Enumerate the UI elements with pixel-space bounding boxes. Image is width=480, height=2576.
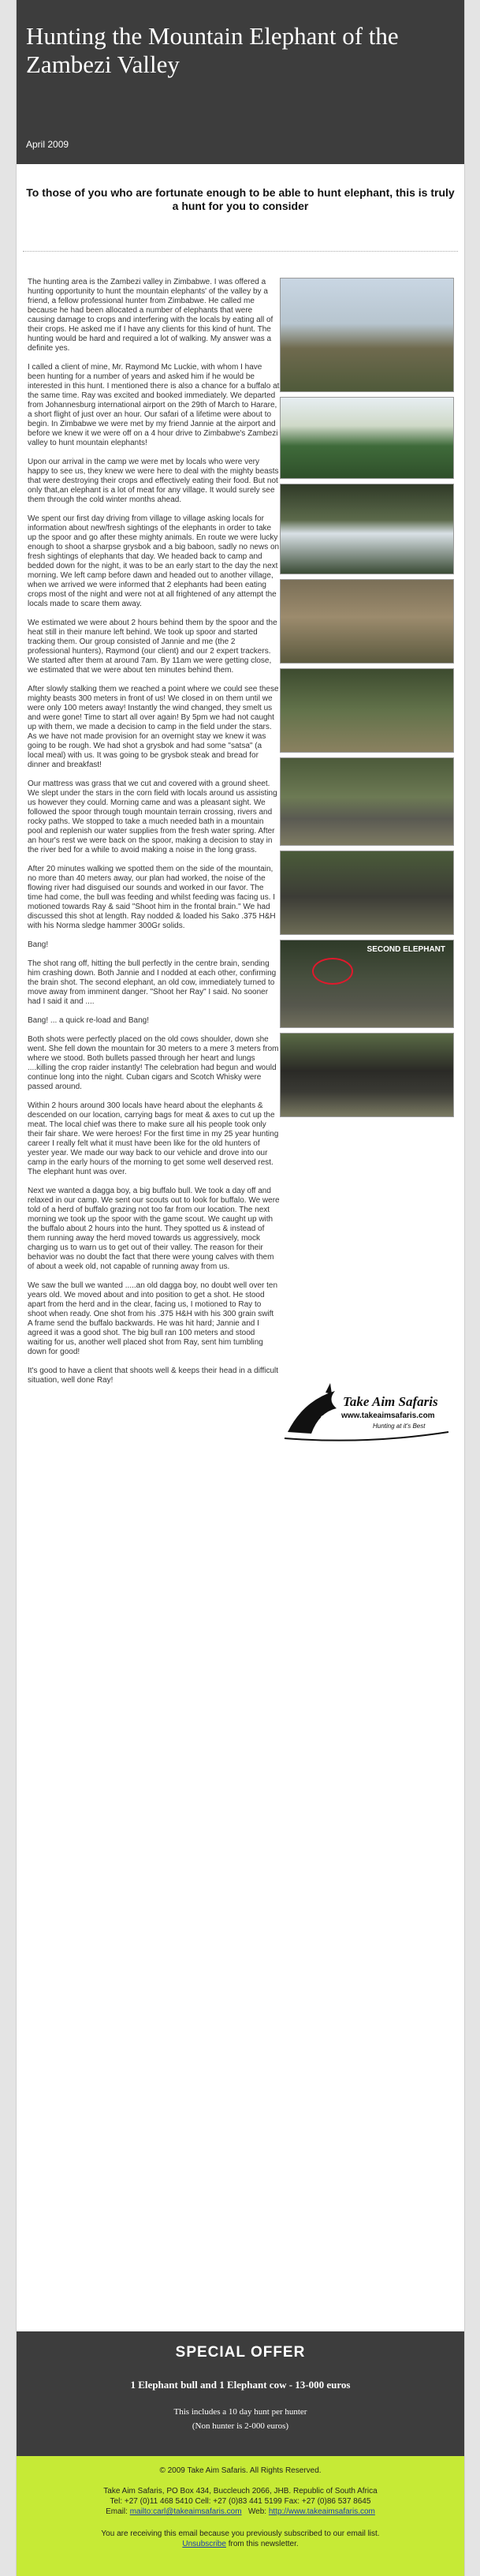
- article-paragraph: Bang!: [28, 940, 49, 949]
- newsletter-title: Hunting the Mountain Elephant of the Zambezi Valley: [26, 22, 399, 78]
- website-link[interactable]: http://www.takeaimsafaris.com: [268, 2507, 375, 2516]
- take-aim-safaris-logo: [280, 1377, 454, 1449]
- special-offer-banner: [17, 2331, 464, 2456]
- photo-elephant-bull: [280, 851, 454, 935]
- offer-line-2: (Non hunter is 2-000 euros): [192, 2421, 289, 2431]
- article-paragraph: The hunting area is the Zambezi valley in Zimbabwe. I was offered a hunting opportunity to hunt the mountain elephants' of the valley by a friend, a fellow professional hunter from Zimbabwe. He called me because he had been allocated a number of elephants that were causing damage to crops and interfering with the locals by eating all of their crops. He asked me if I have any clients for this kind of hunt. The hunting would be hard and required a lot of walking. My answer was a definite yes.: [28, 278, 273, 353]
- photo-second-elephant: [280, 940, 454, 1028]
- article-paragraph: Within 2 hours around 300 locals have heard about the elephants & descended on our location, carrying bags for meat & axes to cut up the meat. The local chief was there to make sure all his people took only their fair share. We were heroes! For the first time in my 25 year hunting career I really felt what it must have been like for the old hunters of yester year. We made our way back to our vehicle and drove into our camp in the early hours of the morning to get some well deserved rest. The elephant hunt was over.: [28, 1101, 279, 1176]
- copyright: © 2009 Take Aim Safaris. All Rights Reserved.: [159, 2466, 322, 2475]
- article-body: [28, 278, 280, 1395]
- second-elephant-label: SECOND ELEPHANT: [367, 945, 445, 954]
- article-paragraph: Next we wanted a dagga boy, a big buffalo bull. We took a day off and relaxed in our camp. We sent our scouts out to look for buffalo. We were told of a herd of buffalo grazing not too far from our location. The next morning we took up the spoor with the game scout. We caught up with the buffalo about 2 hours into the hunt. They spotted us & instead of them running away the herd moved towards us aggressively, mock charging us to warn us to get out of their valley. The reason for their behavior was no doubt the fact that there were young calves with them of about a week old, not capable of running away from us.: [28, 1187, 280, 1271]
- unsubscribe-line: [17, 2539, 464, 2549]
- article-paragraph: Bang! ... a quick re-load and Bang!: [28, 1016, 149, 1025]
- phone-numbers: Tel: +27 (0)11 468 5410 Cell: +27 (0)83 441 5199 Fax: +27 (0)86 537 8645: [110, 2497, 371, 2506]
- unsubscribe-link[interactable]: Unsubscribe: [182, 2540, 226, 2548]
- highlight-circle: [312, 958, 353, 985]
- logo-brand: Take Aim Safaris: [343, 1394, 438, 1409]
- article-paragraph: Upon our arrival in the camp we were met by locals who were very happy to see us, they knew we were here to deal with the mighty beasts that were destroying their crops and effectively eating their food. But not only that,an elephant is a lot of meat for any village. It would surely see them through the cold winter months ahead.: [28, 458, 279, 504]
- contact-links: [17, 2507, 464, 2517]
- article-paragraph: We saw the bull we wanted .....an old dagga boy, no doubt well over ten years old. We moved about and into position to get a shot. He stood apart from the herd and in the clear, facing us, I motioned to Ray to shoot when ready. One shot from his .375 H&H with his 300 grain swift A frame send the buffalo backwards. He was hit hard; Jannie and I agreed it was a good shot. The big bull ran 100 meters and stood waiting for us, another well placed shot from Ray, sent him tumbling down for good!: [28, 1281, 278, 1356]
- email-label: Email:: [106, 2507, 128, 2516]
- divider: [23, 251, 458, 252]
- photo-village-field: [280, 278, 454, 392]
- offer-main: 1 Elephant bull and 1 Elephant cow - 13-000 euros: [130, 2379, 351, 2391]
- article-paragraph: The shot rang off, hitting the bull perfectly in the centre brain, sending him crashing down. Both Jannie and I nodded at each other, confirming the brain shot. The second elephant, an old cow, immediately turned to move away from imminent danger. "Shoot her Ray" I said. No sooner had I said it and ....: [28, 959, 277, 1006]
- photo-waterfall: [280, 484, 454, 574]
- article-paragraph: We estimated we were about 2 hours behind them by the spoor and the heat still in their manure left behind. We took up spoor and started tracking them. Our group consisted of Jannie and me (the 2 professional hunters), Raymond (our client) and our 2 expert trackers. We started after them at around 7am. By 11am we were getting close, we estimated that we were about ten minutes behind them.: [28, 619, 277, 675]
- footer: [17, 2456, 464, 2576]
- article-paragraph: It's good to have a client that shoots well & keeps their head in a difficult situation, well done Ray!: [28, 1367, 279, 1385]
- offer-line-1: This includes a 10 day hunt per hunter: [173, 2407, 307, 2417]
- logo-tagline: Hunting at it's Best: [373, 1423, 426, 1430]
- article-paragraph: Our mattress was grass that we cut and covered with a ground sheet. We slept under the stars in the corn field with locals around us assisting us however they could. Morning came and was a pleasant sight. We followed the spoor through tough mountain terrain crossing, rivers and rocky paths. We stopped to take a much needed bath in a mountain pool and replenish our water supplies from the fresh water spring. After an hour's rest we were back on the spoor, making a decision to stay in the river bed for a while to avoid making a noise in the long grass.: [28, 780, 277, 854]
- subscription-notice: You are receiving this email because you previously subscribed to our email list.: [101, 2529, 380, 2538]
- offer-title: SPECIAL OFFER: [175, 2344, 306, 2361]
- email-link[interactable]: mailto:carl@takeaimsafaris.com: [129, 2507, 242, 2516]
- unsubscribe-text: from this newsletter.: [225, 2540, 299, 2548]
- article-paragraph: I called a client of mine, Mr. Raymond Mc Luckie, with whom I have been hunting for a number of years and asked him if he would be interested in this hunt. I mentioned there is also a chance for a buffalo at the same time. Ray was excited and booked immediately. We departed from Johannesburg international airport on the 29th of March to Harare, a short flight of just over an hour. Our safari of a lifetime were about to begin. In Zimbabwe we were met by my friend Jannie at the airport and before we knew it we were off on a 4 hour drive to Zimbabwe's Zambezi valley to hunt mountain elephants!: [28, 363, 280, 447]
- photo-camp: [280, 668, 454, 753]
- article-paragraph: We spent our first day driving from village to village asking locals for information about new/fresh sightings of the elephants in order to take up the spoor and go after these mighty animals. En route we were lucky enough to shoot a sharpse grysbok and a big baboon, sadly no news on fresh sightings of elephants that day. We headed back to camp and bedded down for the night, it was to be an early start to the day the next morning. We left camp before dawn and headed out to another village, when we arrived we were informed that 2 elephants had been eating crops most of the night and were not at all frightened of any attempt the locals made to scare them away.: [28, 514, 280, 608]
- photo-column: [280, 278, 454, 1122]
- article-paragraph: After 20 minutes walking we spotted them on the side of the mountain, no more than 40 meters away, our plan had worked, the noise of the flowing river had disguised our sounds and worked in our favor. The time had come, the bull was feeding and whilst feeding was facing us. I motioned towards Ray & said "Shoot him in the frontal brain." We had discussed this shot at length. Ray nodded & loaded his Sako .375 H&H with his Norma sledge hammer 300Gr solids.: [28, 865, 276, 930]
- article-paragraph: After slowly stalking them we reached a point where we could see these mighty beasts 300 meters in front of us! We closed in on them until we were only 100 meters away! Instantly the wind changed, they smelt us and were gone! Time to start all over again! By 5pm we had not caught up with them, we made a decision to camp in the field under the stars. As we have not made provision for an overnight stay we knew it was going to be rough. We had shot a grysbok and had some "satsa" (a local meal) with us. It was going to be grysbok steak and bread for dinner and breakfast!: [28, 685, 279, 769]
- photo-forest: [280, 397, 454, 479]
- intro-headline: To those of you who are fortunate enough to be able to hunt elephant, this is truly a hunt for you to consider: [26, 186, 455, 212]
- postal-address: Take Aim Safaris, PO Box 434, Buccleuch 2066, JHB. Republic of South Africa: [103, 2487, 378, 2496]
- header-banner: [17, 0, 464, 164]
- article-paragraph: Both shots were perfectly placed on the old cows shoulder, down she went. She fell down the mountain for 30 meters to a mere 3 meters from where we stood. Both bullets passed through her heart and lungs ....killing the crop raider instantly! The celebration had begun and would continue long into the night. Cuban cigars and Scotch Whisky were passed around.: [28, 1035, 279, 1091]
- web-label: Web:: [247, 2507, 267, 2516]
- issue-date: April 2009: [26, 139, 69, 150]
- logo-url: www.takeaimsafaris.com: [341, 1411, 435, 1420]
- photo-buffalo: [280, 1033, 454, 1117]
- photo-hunters-with-elephant: [280, 757, 454, 846]
- photo-river-bed: [280, 579, 454, 664]
- newsletter: [16, 0, 465, 2576]
